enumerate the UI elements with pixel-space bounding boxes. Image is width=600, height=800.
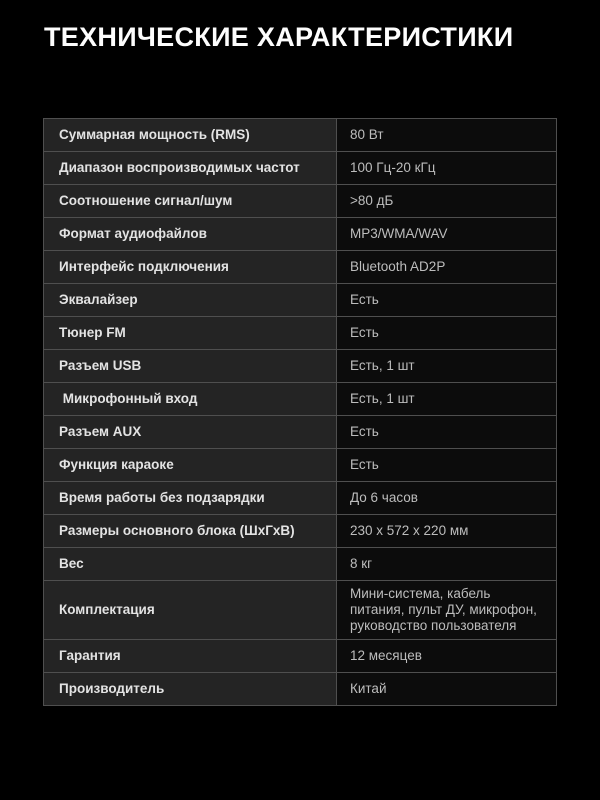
spec-row xyxy=(44,416,557,449)
spec-label: Размеры основного блока (ШхГхВ) xyxy=(44,515,337,548)
spec-row xyxy=(44,284,557,317)
spec-label: Интерфейс подключения xyxy=(44,251,337,284)
spec-label: Время работы без подзарядки xyxy=(44,482,337,515)
page-title: ТЕХНИЧЕСКИЕ ХАРАКТЕРИСТИКИ xyxy=(44,22,514,52)
spec-row xyxy=(44,548,557,581)
spec-label: Эквалайзер xyxy=(44,284,337,317)
spec-row xyxy=(44,581,557,640)
spec-label: Тюнер FM xyxy=(44,317,337,350)
spec-row xyxy=(44,449,557,482)
spec-label: Разъем USB xyxy=(44,350,337,383)
spec-label: Функция караоке xyxy=(44,449,337,482)
spec-row xyxy=(44,317,557,350)
spec-row xyxy=(44,482,557,515)
spec-label: Разъем AUX xyxy=(44,416,337,449)
spec-row xyxy=(44,383,557,416)
spec-row xyxy=(44,185,557,218)
spec-row xyxy=(44,218,557,251)
spec-value: Bluetooth AD2P xyxy=(337,251,557,284)
spec-value: До 6 часов xyxy=(337,482,557,515)
spec-row xyxy=(44,251,557,284)
spec-row xyxy=(44,673,557,706)
spec-label: Суммарная мощность (RMS) xyxy=(44,119,337,152)
spec-value: Мини-система, кабель питания, пульт ДУ, микрофон, руководство пользователя xyxy=(337,581,557,640)
spec-value: 12 месяцев xyxy=(337,640,557,673)
spec-value: Есть xyxy=(337,416,557,449)
spec-value: Есть xyxy=(337,317,557,350)
spec-value: Есть, 1 шт xyxy=(337,350,557,383)
spec-label: Комплектация xyxy=(44,581,337,640)
spec-value: 8 кг xyxy=(337,548,557,581)
spec-value: Есть xyxy=(337,284,557,317)
spec-value: Есть xyxy=(337,449,557,482)
spec-label: Гарантия xyxy=(44,640,337,673)
spec-value: 80 Вт xyxy=(337,119,557,152)
spec-row xyxy=(44,515,557,548)
spec-value: Китай xyxy=(337,673,557,706)
spec-row xyxy=(44,152,557,185)
spec-row xyxy=(44,350,557,383)
specs-table xyxy=(43,118,557,706)
spec-row xyxy=(44,640,557,673)
spec-row xyxy=(44,119,557,152)
spec-label: Соотношение сигнал/шум xyxy=(44,185,337,218)
spec-label: Микрофонный вход xyxy=(44,383,337,416)
spec-value: 100 Гц-20 кГц xyxy=(337,152,557,185)
spec-value: Есть, 1 шт xyxy=(337,383,557,416)
spec-value: 230 x 572 x 220 мм xyxy=(337,515,557,548)
spec-value: MP3/WMA/WAV xyxy=(337,218,557,251)
spec-value: >80 дБ xyxy=(337,185,557,218)
spec-label: Формат аудиофайлов xyxy=(44,218,337,251)
specs-table-body xyxy=(44,119,557,706)
spec-label: Диапазон воспроизводимых частот xyxy=(44,152,337,185)
spec-label: Вес xyxy=(44,548,337,581)
spec-label: Производитель xyxy=(44,673,337,706)
